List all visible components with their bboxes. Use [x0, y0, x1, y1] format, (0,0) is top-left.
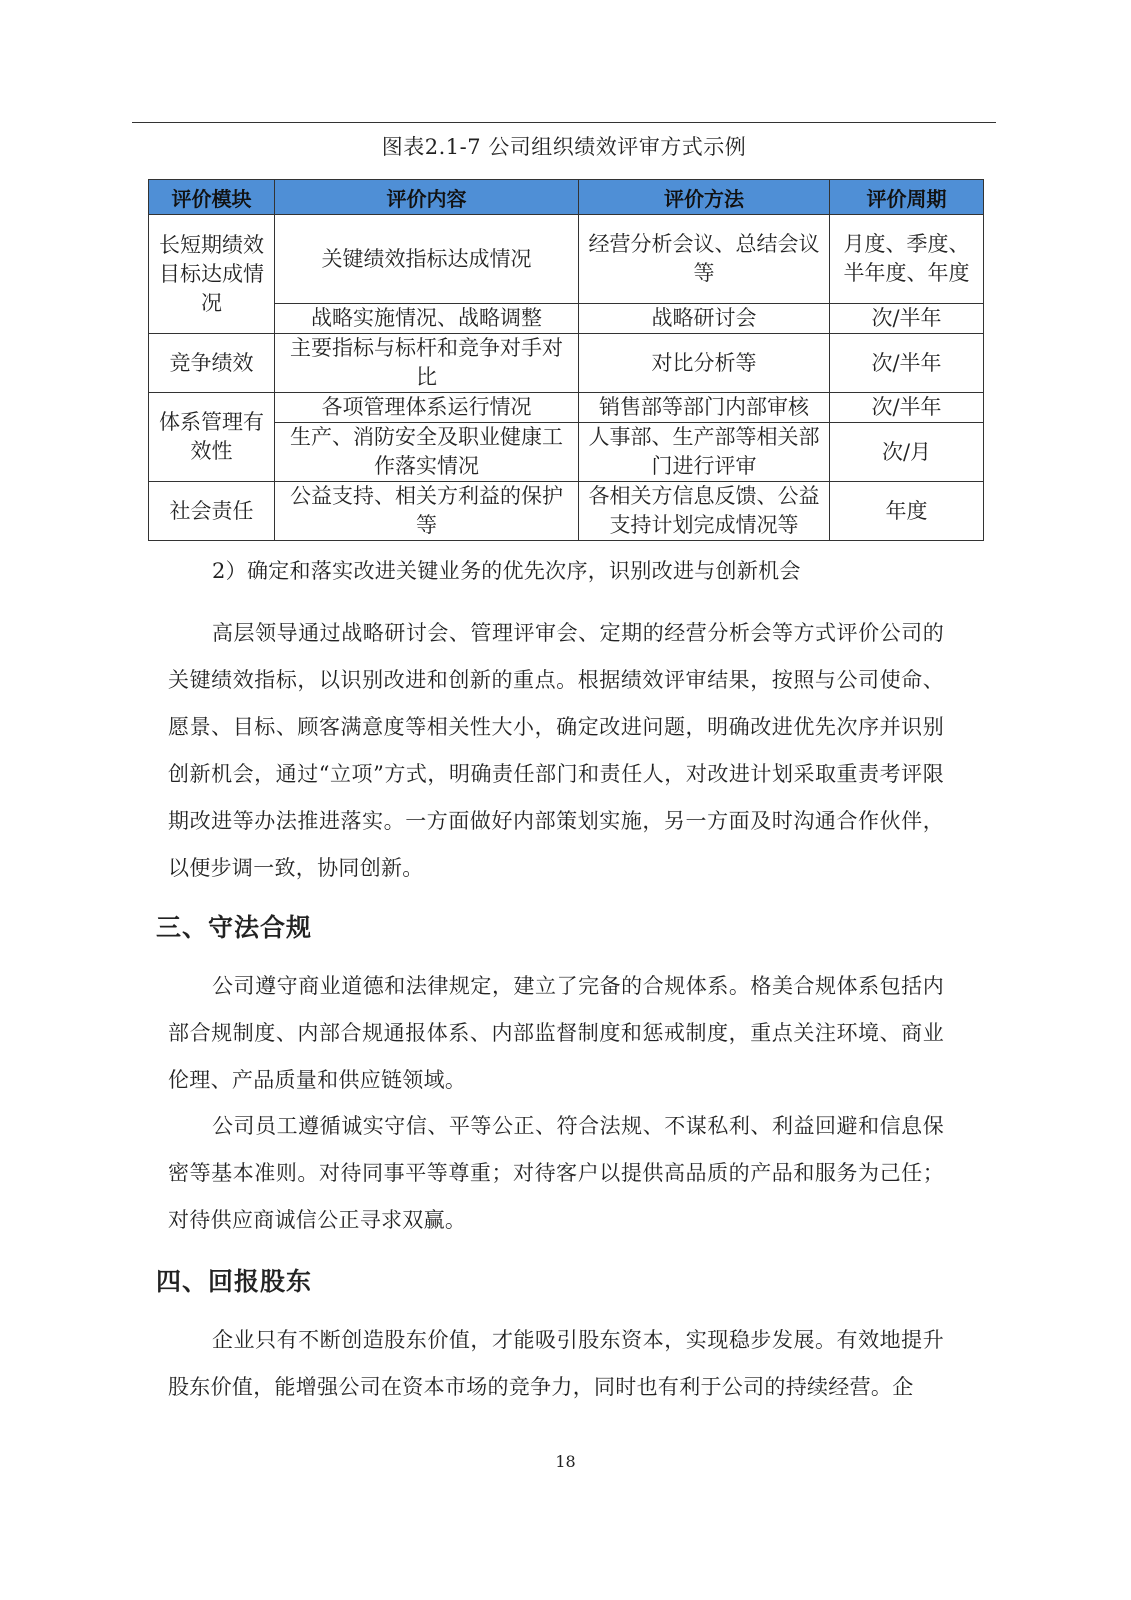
method-cell: 各相关方信息反馈、公益支持计划完成情况等 — [579, 482, 830, 541]
section-heading: 三、守法合规 — [156, 913, 313, 942]
column-header: 评价方法 — [579, 180, 830, 215]
period-cell: 次/半年 — [830, 334, 984, 393]
content-cell: 战略实施情况、战略调整 — [275, 304, 579, 334]
period-cell: 次/半年 — [830, 304, 984, 334]
content-cell: 各项管理体系运行情况 — [275, 393, 579, 423]
table-caption: 图表2.1-7 公司组织绩效评审方式示例 — [381, 135, 747, 159]
table-row — [149, 423, 984, 482]
method-cell: 经营分析会议、总结会议等 — [579, 215, 830, 304]
section-heading: 四、回报股东 — [156, 1267, 313, 1296]
column-header: 评价周期 — [830, 180, 984, 215]
period-cell: 次/月 — [830, 423, 984, 482]
body-paragraph: 企业只有不断创造股东价值，才能吸引股东资本，实现稳步发展。有效地提升股东价值，能增强公司在资本市场的竞争力，同时也有利于公司的持续经营。企 — [168, 1328, 944, 1399]
table-row — [149, 482, 984, 541]
body-paragraph: 公司员工遵循诚实守信、平等公正、符合法规、不谋私利、利益回避和信息保密等基本准则。对待同事平等尊重；对待客户以提供高品质的产品和服务为己任；对待供应商诚信公正寻求双赢。 — [168, 1114, 944, 1232]
subheading: 2）确定和落实改进关键业务的优先次序，识别改进与创新机会 — [212, 559, 801, 583]
content-cell: 主要指标与标杆和竞争对手对比 — [275, 334, 579, 393]
evaluation-table — [148, 179, 984, 541]
column-header: 评价模块 — [149, 180, 275, 215]
header-rule — [132, 122, 996, 123]
column-header: 评价内容 — [275, 180, 579, 215]
method-cell: 人事部、生产部等相关部门进行评审 — [579, 423, 830, 482]
table-row — [149, 393, 984, 423]
module-cell: 竞争绩效 — [149, 334, 275, 393]
table-header-row — [149, 180, 984, 215]
table-row — [149, 334, 984, 393]
method-cell: 战略研讨会 — [579, 304, 830, 334]
module-cell: 体系管理有效性 — [149, 393, 275, 482]
content-cell: 关键绩效指标达成情况 — [275, 215, 579, 304]
body-paragraph: 公司遵守商业道德和法律规定，建立了完备的合规体系。格美合规体系包括内部合规制度、内部合规通报体系、内部监督制度和惩戒制度，重点关注环境、商业伦理、产品质量和供应链领域。 — [168, 974, 944, 1092]
period-cell: 月度、季度、半年度、年度 — [830, 215, 984, 304]
body-paragraph: 高层领导通过战略研讨会、管理评审会、定期的经营分析会等方式评价公司的关键绩效指标，以识别改进和创新的重点。根据绩效评审结果，按照与公司使命、愿景、目标、顾客满意度等相关性大小，确定改进问题，明确改进优先次序并识别创新机会，通过“立项”方式，明确责任部门和责任人，对改进计划采取重责考评限期改进等办法推进落实。一方面做好内部策划实施，另一方面及时沟通合作伙伴，以便步调一致，协同创新。 — [168, 621, 944, 880]
module-cell: 社会责任 — [149, 482, 275, 541]
method-cell: 销售部等部门内部审核 — [579, 393, 830, 423]
period-cell: 年度 — [830, 482, 984, 541]
content-cell: 公益支持、相关方利益的保护等 — [275, 482, 579, 541]
table-row — [149, 304, 984, 334]
module-cell: 长短期绩效目标达成情况 — [149, 215, 275, 334]
page-number: 18 — [555, 1452, 576, 1471]
content-cell: 生产、消防安全及职业健康工作落实情况 — [275, 423, 579, 482]
table-row — [149, 215, 984, 304]
period-cell: 次/半年 — [830, 393, 984, 423]
method-cell: 对比分析等 — [579, 334, 830, 393]
